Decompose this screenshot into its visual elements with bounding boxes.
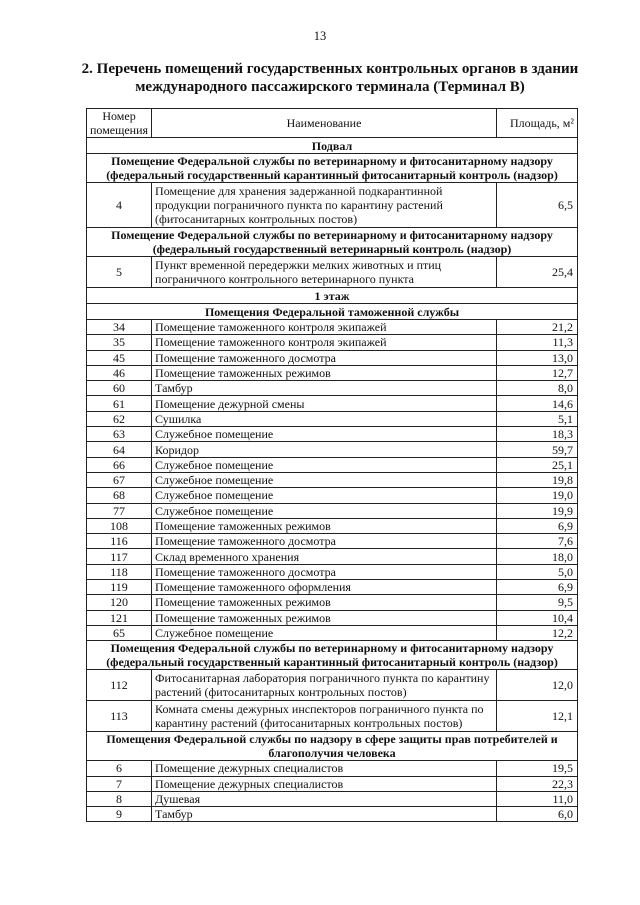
rooms-table: [86, 108, 578, 822]
room-area: 11,3: [497, 335, 578, 350]
room-name: Помещение таможенного контроля экипажей: [152, 335, 497, 350]
table-row: [87, 411, 578, 426]
room-number: 116: [87, 534, 152, 549]
room-name: Служебное помещение: [152, 488, 497, 503]
section-title: Помещения Федеральной службы по ветеринарному и фитосанитарному надзору (федеральный государственный карантинный фитосанитарный контроль (надзор): [87, 641, 578, 670]
room-number: 62: [87, 411, 152, 426]
room-number: 77: [87, 503, 152, 518]
room-area: 19,5: [497, 761, 578, 776]
table-row: [87, 427, 578, 442]
room-area: 9,5: [497, 595, 578, 610]
section-header-row: [87, 304, 578, 320]
table-row: [87, 350, 578, 365]
room-name: Помещение дежурной смены: [152, 396, 497, 411]
room-area: 5,1: [497, 411, 578, 426]
room-area: 6,0: [497, 807, 578, 822]
table-row: [87, 442, 578, 457]
room-name: Помещение для хранения задержанной подкарантинной продукции пограничного пункта по карантину растений (фитосанитарных контрольных постов): [152, 183, 497, 228]
room-number: 63: [87, 427, 152, 442]
room-area: 21,2: [497, 320, 578, 335]
room-area: 19,9: [497, 503, 578, 518]
room-area: 11,0: [497, 791, 578, 806]
room-number: 120: [87, 595, 152, 610]
room-area: 12,7: [497, 365, 578, 380]
table-row: [87, 564, 578, 579]
room-number: 121: [87, 610, 152, 625]
room-name: Служебное помещение: [152, 457, 497, 472]
room-number: 35: [87, 335, 152, 350]
room-number: 113: [87, 701, 152, 732]
table-row: [87, 625, 578, 640]
room-number: 34: [87, 320, 152, 335]
table-row: [87, 595, 578, 610]
table-row: [87, 365, 578, 380]
room-name: Тамбур: [152, 807, 497, 822]
room-name: Помещение таможенных режимов: [152, 595, 497, 610]
room-number: 119: [87, 580, 152, 595]
room-name: Помещение таможенного досмотра: [152, 534, 497, 549]
section-header-row: [87, 641, 578, 670]
room-name: Фитосанитарная лаборатория пограничного пункта по карантину растений (фитосанитарных контрольных постов): [152, 670, 497, 701]
table-row: [87, 610, 578, 625]
room-name: Коридор: [152, 442, 497, 457]
room-name: Пункт временной передержки мелких животных и птиц пограничного контрольного ветеринарного пункта: [152, 257, 497, 288]
room-number: 9: [87, 807, 152, 822]
room-number: 7: [87, 776, 152, 791]
table-row: [87, 457, 578, 472]
table-row: [87, 335, 578, 350]
room-name: Тамбур: [152, 381, 497, 396]
room-number: 68: [87, 488, 152, 503]
table-row: [87, 549, 578, 564]
section-header-row: [87, 138, 578, 154]
room-number: 60: [87, 381, 152, 396]
table-row: [87, 670, 578, 701]
room-area: 13,0: [497, 350, 578, 365]
table-row: [87, 580, 578, 595]
table-header-row: [87, 109, 578, 138]
section-title: Помещение Федеральной службы по ветеринарному и фитосанитарному надзору (федеральный государственный карантинный фитосанитарный контроль (надзор): [87, 154, 578, 183]
table-row: [87, 396, 578, 411]
table-row: [87, 472, 578, 487]
room-number: 64: [87, 442, 152, 457]
room-name: Помещение дежурных специалистов: [152, 761, 497, 776]
room-number: 67: [87, 472, 152, 487]
table-row: [87, 381, 578, 396]
table-row: [87, 761, 578, 776]
room-number: 112: [87, 670, 152, 701]
room-name: Служебное помещение: [152, 427, 497, 442]
room-area: 14,6: [497, 396, 578, 411]
header-number: Номер помещения: [87, 109, 152, 138]
room-name: Помещение дежурных специалистов: [152, 776, 497, 791]
table-row: [87, 534, 578, 549]
room-area: 10,4: [497, 610, 578, 625]
table-row: [87, 183, 578, 228]
section-title: Помещения Федеральной таможенной службы: [87, 304, 578, 320]
room-number: 4: [87, 183, 152, 228]
room-number: 6: [87, 761, 152, 776]
room-name: Помещение таможенных режимов: [152, 610, 497, 625]
room-name: Помещение таможенного досмотра: [152, 564, 497, 579]
room-number: 61: [87, 396, 152, 411]
header-name: Наименование: [152, 109, 497, 138]
section-title: Подвал: [87, 138, 578, 154]
room-area: 7,6: [497, 534, 578, 549]
table-row: [87, 776, 578, 791]
room-area: 25,4: [497, 257, 578, 288]
room-area: 5,0: [497, 564, 578, 579]
section-title: Помещения Федеральной службы по надзору в сфере защиты прав потребителей и благополучия человека: [87, 732, 578, 761]
room-name: Служебное помещение: [152, 625, 497, 640]
room-number: 65: [87, 625, 152, 640]
table-row: [87, 518, 578, 533]
room-name: Служебное помещение: [152, 503, 497, 518]
table-row: [87, 791, 578, 806]
page-number: 13: [313, 29, 327, 43]
table-row: [87, 807, 578, 822]
room-number: 8: [87, 791, 152, 806]
header-area: Площадь, м²: [497, 109, 578, 138]
room-area: 25,1: [497, 457, 578, 472]
room-area: 59,7: [497, 442, 578, 457]
room-number: 108: [87, 518, 152, 533]
room-number: 117: [87, 549, 152, 564]
section-title: 1 этаж: [87, 288, 578, 304]
room-name: Душевая: [152, 791, 497, 806]
room-name: Сушилка: [152, 411, 497, 426]
room-name: Комната смены дежурных инспекторов пограничного пункта по карантину растений (фитосанитарных контрольных постов): [152, 701, 497, 732]
room-area: 12,2: [497, 625, 578, 640]
room-name: Помещение таможенного оформления: [152, 580, 497, 595]
room-name: Помещение таможенных режимов: [152, 365, 497, 380]
room-name: Помещение таможенного досмотра: [152, 350, 497, 365]
table-row: [87, 320, 578, 335]
table-body: [87, 138, 578, 822]
section-header-row: [87, 228, 578, 257]
room-area: 19,8: [497, 472, 578, 487]
room-number: 46: [87, 365, 152, 380]
room-area: 18,0: [497, 549, 578, 564]
document-title: 2. Перечень помещений государственных контрольных органов в здании международного пассажирского терминала (Терминал В): [81, 61, 579, 95]
room-name: Помещение таможенных режимов: [152, 518, 497, 533]
room-area: 8,0: [497, 381, 578, 396]
room-area: 6,5: [497, 183, 578, 228]
room-name: Служебное помещение: [152, 472, 497, 487]
room-area: 6,9: [497, 580, 578, 595]
room-area: 18,3: [497, 427, 578, 442]
room-name: Склад временного хранения: [152, 549, 497, 564]
room-area: 19,0: [497, 488, 578, 503]
section-header-row: [87, 154, 578, 183]
room-number: 66: [87, 457, 152, 472]
room-area: 6,9: [497, 518, 578, 533]
room-number: 5: [87, 257, 152, 288]
section-title: Помещение Федеральной службы по ветеринарному и фитосанитарному надзору (федеральный государственный ветеринарный контроль (надзор): [87, 228, 578, 257]
table-row: [87, 488, 578, 503]
table-row: [87, 257, 578, 288]
room-area: 12,0: [497, 670, 578, 701]
room-number: 45: [87, 350, 152, 365]
room-area: 12,1: [497, 701, 578, 732]
section-header-row: [87, 732, 578, 761]
section-header-row: [87, 288, 578, 304]
table-row: [87, 701, 578, 732]
room-name: Помещение таможенного контроля экипажей: [152, 320, 497, 335]
room-number: 118: [87, 564, 152, 579]
table-row: [87, 503, 578, 518]
room-area: 22,3: [497, 776, 578, 791]
